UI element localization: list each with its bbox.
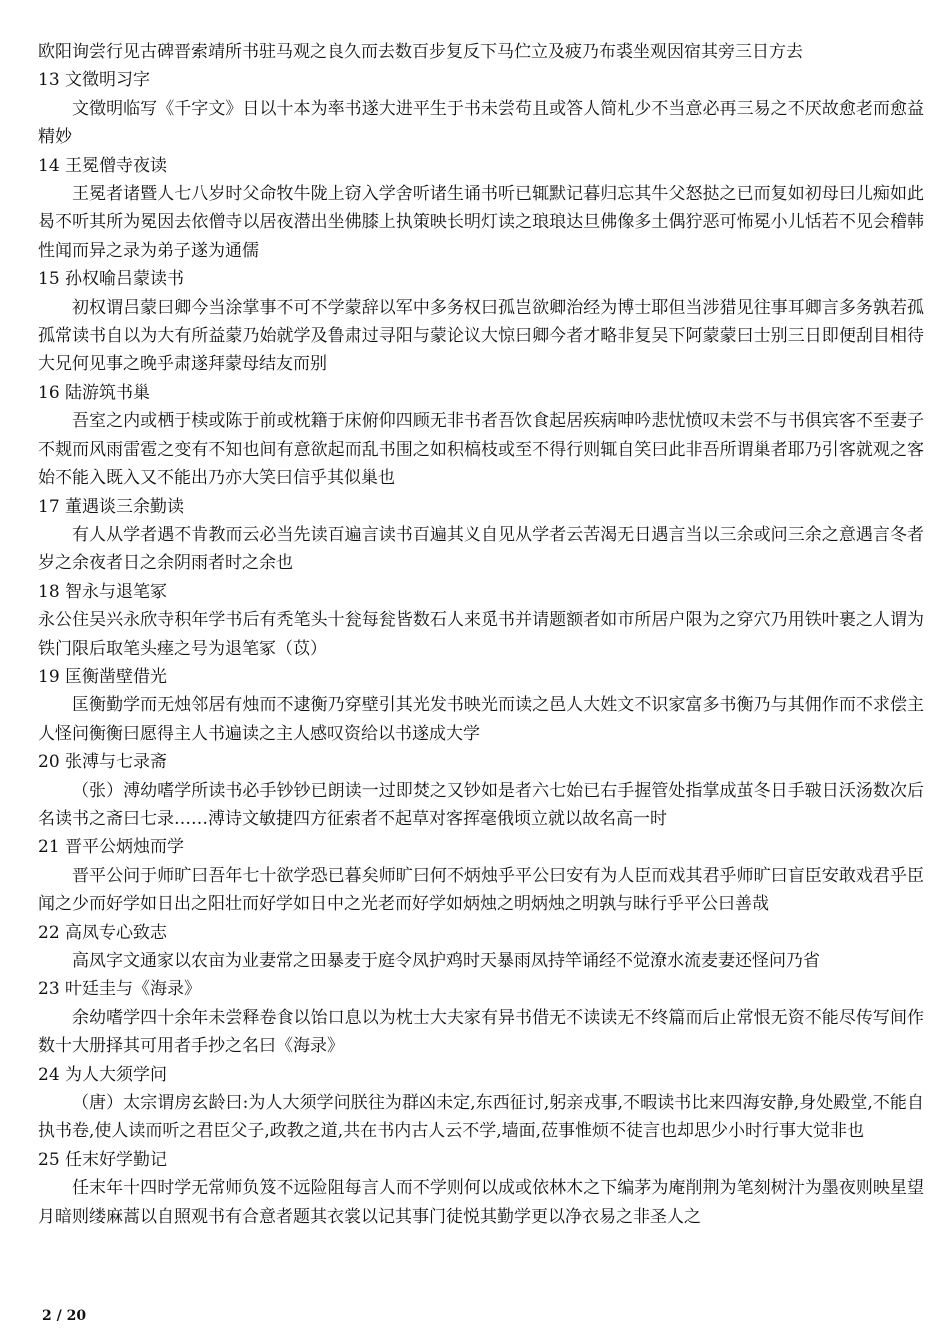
section-heading: 20 张溥与七录斋 <box>38 752 168 773</box>
section-heading: 18 智永与退笔冢 <box>38 581 168 602</box>
section-heading: 13 文徵明习字 <box>38 70 151 91</box>
section-heading: 15 孙权喻吕蒙读书 <box>38 269 185 290</box>
sections-container <box>38 66 924 1231</box>
section-heading: 23 叶廷圭与《海录》 <box>38 979 202 1000</box>
section-heading: 25 任末好学勤记 <box>38 1149 168 1170</box>
section-body: 余幼嗜学四十余年未尝释卷食以饴口息以为枕士大夫家有异书借无不读读无不终篇而后止常恨无资不能尽传写间作数十大册择其可用者手抄之名曰《海录》 <box>38 1007 924 1057</box>
section-body: 永公住吴兴永欣寺积年学书后有秃笔头十瓮每瓮皆数石人来觅书并请题额者如市所居户限为之穿穴乃用铁叶裹之人谓为铁门限后取笔头瘗之号为退笔冢（苡） <box>38 610 924 659</box>
section-body: 任末年十四时学无常师负笈不远险阻每言人而不学则何以成或依林木之下编茅为庵削荆为笔刻树汁为墨夜则映星望月暗则缕麻蒿以自照观书有合意者题其衣裳以记其事门徒悦其勤学更以净衣易之非圣人之 <box>38 1178 924 1227</box>
section-heading: 21 晋平公炳烛而学 <box>38 837 185 858</box>
section-body: 高凤字文通家以农亩为业妻常之田暴麦于庭令凤护鸡时天暴雨凤持竿诵经不觉潦水流麦妻还怪问乃省 <box>72 951 820 971</box>
section-body: 晋平公问于师旷曰吾年七十欲学恐已暮矣师旷曰何不炳烛乎平公曰安有为人臣而戏其君乎师旷曰盲臣安敢戏君乎臣闻之少而好学如日出之阳壮而好学如日中之光老而好学如炳烛之明炳烛之明孰与昧行乎平公曰善哉 <box>38 865 924 915</box>
section-heading: 14 王冕僧寺夜读 <box>38 155 168 176</box>
section-body: 吾室之内或栖于椟或陈于前或枕籍于床俯仰四顾无非书者吾饮食起居疾病呻吟悲忧愤叹未尝不与书俱宾客不至妻子不觌而风雨雷雹之变有不知也间有意欲起而乱书围之如积槁枝或至不得行则辄自笑曰此非吾所谓巢者耶乃引客就观之客始不能入既入又不能出乃亦大笑曰信乎其似巢也 <box>38 411 924 489</box>
section-heading: 17 董遇谈三余勤读 <box>38 496 185 517</box>
section-heading: 22 高凤专心致志 <box>38 922 168 943</box>
intro-line: 欧阳询尝行见古碑晋索靖所书驻马观之良久而去数百步复反下马伫立及疲乃布裘坐观因宿其旁三日方去 <box>38 42 803 62</box>
section-body: 匡衡勤学而无烛邻居有烛而不逮衡乃穿壁引其光发书映光而读之邑人大姓文不识家富多书衡乃与其佣作而不求偿主人怪问衡衡曰愿得主人书遍读之主人感叹资给以书遂成大学 <box>38 695 924 744</box>
section-body: 文徵明临写《千字文》日以十本为率书遂大进平生于书未尝苟且或答人简札少不当意必再三易之不厌故愈老而愈益精妙 <box>38 98 924 148</box>
section-heading: 16 陆游筑书巢 <box>38 382 151 403</box>
page-number: 2 / 20 <box>42 1308 87 1324</box>
section-body: 王冕者诸暨人七八岁时父命牧牛陇上窃入学舍听诸生诵书听已辄默记暮归忘其牛父怒挞之已而复如初母曰儿痴如此曷不听其所为冕因去依僧寺以居夜潜出坐佛膝上执策映长明灯读之琅琅达旦佛像多土偶狞恶可怖冕小儿恬若不见会稽韩性闻而异之录为弟子遂为通儒 <box>38 184 924 261</box>
section-heading: 19 匡衡凿壁借光 <box>38 666 168 687</box>
section-heading: 24 为人大须学问 <box>38 1064 168 1085</box>
section-body: （唐）太宗谓房玄龄曰:为人大须学问朕往为群凶未定,东西征讨,躬亲戎事,不暇读书比来四海安静,身处殿堂,不能自执书卷,使人读而听之君臣父子,政教之道,共在书内古人云不学,墙面,莅事惟烦不徒言也却思少小时行事大觉非也 <box>38 1093 924 1142</box>
section-body: （张）溥幼嗜学所读书必手钞钞已朗读一过即焚之又钞如是者六七始已右手握管处指掌成茧冬日手皲日沃汤数次后名读书之斋曰七录……溥诗文敏捷四方征索者不起草对客挥毫俄顷立就以故名高一时 <box>38 780 924 829</box>
section-body: 初权谓吕蒙曰卿今当涂掌事不可不学蒙辞以军中多务权曰孤岂欲卿治经为博士耶但当涉猎见往事耳卿言多务孰若孤孤常读书自以为大有所益蒙乃始就学及鲁肃过寻阳与蒙论议大惊曰卿今者才略非复吴下阿蒙蒙曰士别三日即便刮目相待大兄何见事之晚乎肃遂拜蒙母结友而别 <box>38 297 924 375</box>
section-body: 有人从学者遇不肯教而云必当先读百遍言读书百遍其义自见从学者云苦渴无日遇言当以三余或问三余之意遇言冬者岁之余夜者日之余阴雨者时之余也 <box>38 524 924 574</box>
